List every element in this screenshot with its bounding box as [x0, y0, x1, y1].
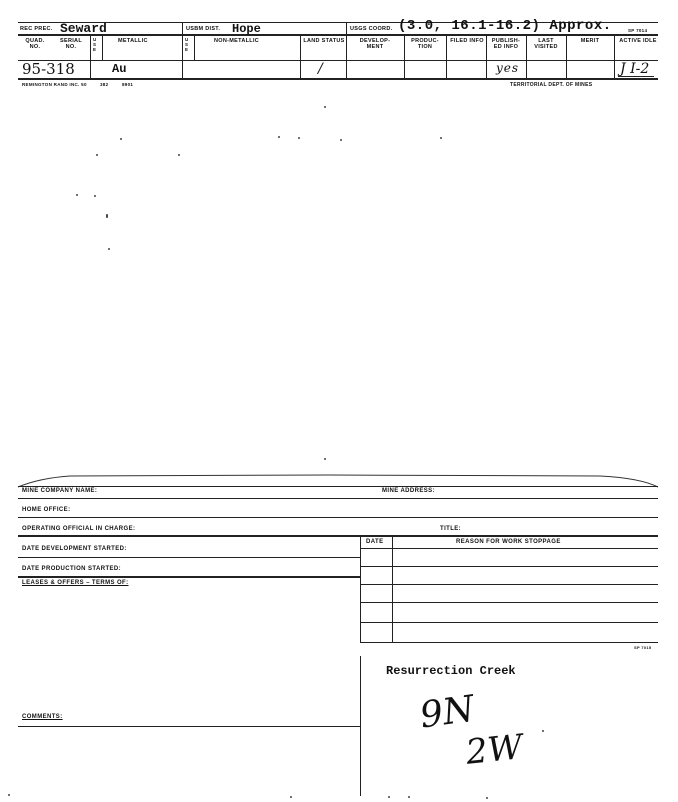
township-note: 9N [417, 688, 477, 737]
usgs-coord-label: USGS COORD. [350, 26, 393, 32]
speck [278, 136, 280, 138]
filed-info-label: FILED INFO [450, 38, 484, 44]
form-line [18, 576, 360, 578]
speck [8, 794, 10, 796]
land-status-value: / [318, 61, 323, 77]
comments-divider [360, 656, 361, 796]
department-name: TERRITORIAL DEPT. OF MINES [510, 82, 593, 88]
usbm-dist-label: USBM DIST. [186, 26, 221, 32]
merit-label: MERIT [580, 38, 600, 44]
land-status-label: LAND STATUS [303, 38, 345, 44]
form-line [18, 535, 658, 537]
speck [290, 796, 292, 798]
metallic-value: Au [112, 62, 127, 76]
title-label: TITLE: [440, 526, 462, 532]
form-number: SP 7014 [628, 28, 648, 33]
comments-line [18, 726, 360, 727]
speck [340, 139, 342, 141]
form-number-bottom: SP 7015 [634, 645, 652, 650]
serial-no-label: SERIAL NO. [60, 38, 82, 50]
date-production-started-label: DATE PRODUCTION STARTED: [22, 566, 122, 572]
card-edge [0, 470, 678, 490]
quad-serial-value: 95-318 [22, 60, 75, 78]
comments-label: COMMENTS: [22, 714, 63, 720]
metallic-label: METALLIC [118, 38, 148, 44]
stoppage-table-left [360, 536, 361, 642]
production-label: PRODUC- TION [411, 38, 439, 50]
divider [446, 34, 447, 78]
printer-code-1: 382 [100, 82, 109, 87]
speck [486, 797, 488, 799]
divider [90, 34, 91, 78]
divider [486, 34, 487, 78]
published-info-value: yes [496, 61, 520, 75]
range-note: 2W [464, 727, 525, 773]
use-code-metallic-label: U S E [93, 37, 97, 52]
stoppage-row-line [360, 602, 658, 603]
stoppage-row-line [360, 622, 658, 623]
form-line [18, 517, 658, 518]
mine-address-label: MINE ADDRESS: [382, 488, 435, 494]
date-column-header: DATE [366, 539, 384, 545]
location-note: Resurrection Creek [386, 664, 516, 678]
reason-column-header: REASON FOR WORK STOPPAGE [456, 539, 561, 545]
leases-offers-label: LEASES & OFFERS – TERMS OF: [22, 580, 129, 586]
quad-no-label: QUAD. NO. [25, 38, 45, 50]
active-idle-label: ACTIVE IDLE [619, 38, 657, 44]
last-visited-label: LAST VISITED [534, 38, 558, 50]
active-idle-value: J I-2 [620, 61, 650, 77]
stoppage-table-divider [392, 536, 393, 642]
printer-code-2: 8901 [122, 82, 134, 87]
rec-prec-value: Seward [60, 21, 107, 36]
values-row-line [18, 60, 658, 61]
active-idle-underline [618, 76, 654, 77]
divider [614, 34, 615, 78]
form-top-line [18, 486, 658, 487]
header-row-line [18, 34, 658, 36]
stoppage-row-line [360, 642, 658, 643]
development-label: DEVELOP- MENT [359, 38, 391, 50]
speck [108, 248, 110, 250]
divider [404, 34, 405, 78]
divider [300, 34, 301, 78]
stoppage-row-line [360, 584, 658, 585]
rec-prec-label: REC PREC. [20, 26, 53, 32]
stoppage-row-line [360, 566, 658, 567]
operating-official-label: OPERATING OFFICIAL IN CHARGE: [22, 526, 136, 532]
divider [346, 22, 347, 78]
home-office-label: HOME OFFICE: [22, 507, 71, 513]
published-info-label: PUBLISH- ED INFO [491, 38, 521, 50]
speck [120, 138, 122, 140]
usgs-coord-value: (3.0, 16.1-16.2) Approx. [398, 18, 612, 34]
divider [194, 34, 195, 60]
speck [440, 137, 442, 139]
form-line [18, 557, 360, 558]
speck [178, 154, 180, 156]
speck [324, 458, 326, 460]
speck [96, 154, 98, 156]
non-metallic-label: NON-METALLIC [214, 38, 260, 44]
use-code-nonmetallic-label: U S E [185, 37, 189, 52]
divider [182, 22, 183, 78]
speck [76, 194, 78, 196]
speck [324, 106, 326, 108]
speck [298, 137, 300, 139]
divider [526, 34, 527, 78]
speck [388, 796, 390, 798]
speck [542, 730, 544, 732]
speck [106, 214, 108, 218]
speck [408, 796, 410, 798]
bottom-row-line [18, 78, 658, 80]
usbm-dist-value: Hope [232, 22, 261, 36]
stoppage-row-line [360, 548, 658, 549]
date-development-started-label: DATE DEVELOPMENT STARTED: [22, 546, 127, 552]
divider [102, 34, 103, 60]
divider [566, 34, 567, 78]
speck [94, 195, 96, 197]
printer-imprint: REMINGTON RAND INC. 50 [22, 82, 87, 87]
form-line [18, 498, 658, 499]
mine-company-name-label: MINE COMPANY NAME: [22, 488, 98, 494]
